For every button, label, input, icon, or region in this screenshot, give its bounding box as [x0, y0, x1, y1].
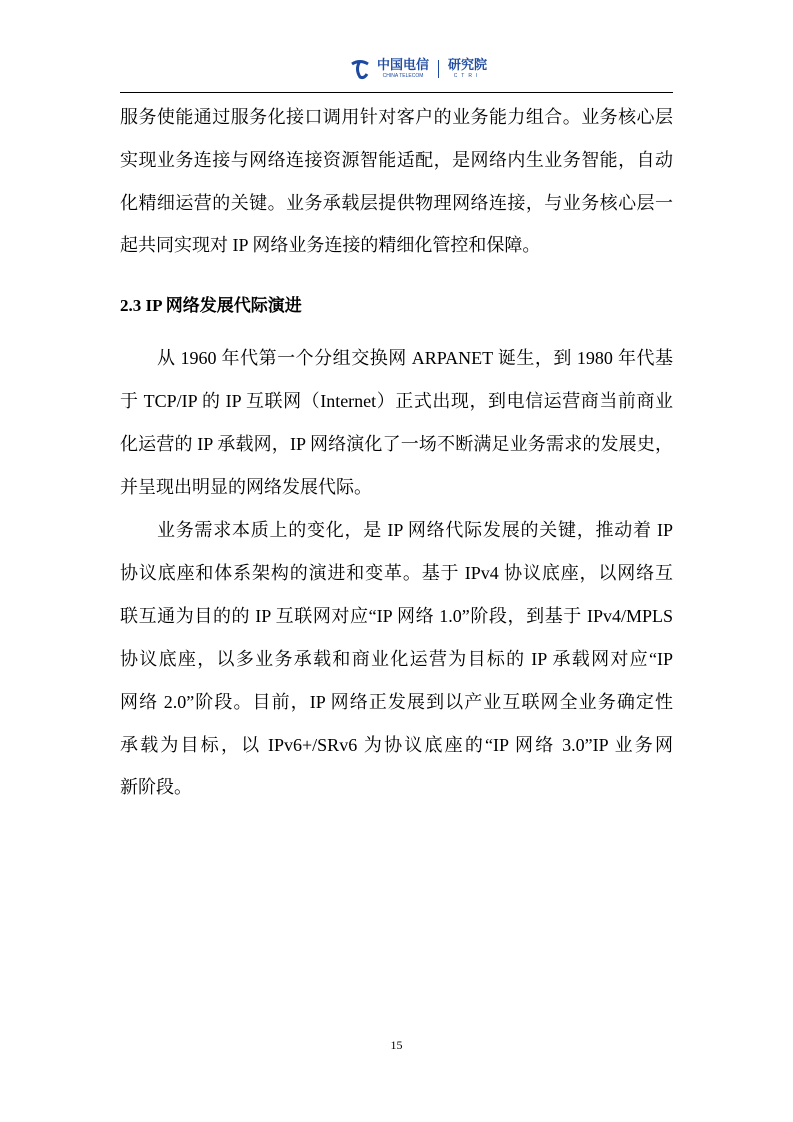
paragraph-1-line: 起共同实现对 IP 网络业务连接的精细化管控和保障。 [120, 235, 541, 255]
paragraph-3-line: 联互通为目的的 IP 互联网对应“IP 网络 1.0”阶段，到基于 IPv4/MPLS [120, 606, 673, 626]
paragraph-1-line: 实现业务连接与网络连接资源智能适配，是网络内生业务智能，自动 [120, 150, 673, 170]
institute-subtext: CTRI [453, 73, 482, 79]
paragraph-3-line: 业务需求本质上的变化，是 IP 网络代际发展的关键，推动着 IP [157, 520, 673, 540]
page-number: 15 [390, 1038, 403, 1052]
china-telecom-logo-icon [349, 58, 371, 80]
institute-name: 研究院 [448, 58, 488, 73]
china-telecom-logo [349, 58, 487, 80]
paragraph-2-line: 并呈现出明显的网络发展代际。 [120, 477, 372, 497]
logo-divider [438, 60, 439, 78]
logo-text: 中国电信 [377, 58, 430, 73]
paragraph-3-line: 协议底座和体系架构的演进和变革。基于 IPv4 协议底座，以网络互 [120, 563, 673, 583]
paragraph-3-line: 协议底座，以多业务承载和商业化运营为目标的 IP 承载网对应“IP [120, 649, 673, 669]
paragraph-1-line: 化精细运营的关键。业务承载层提供物理网络连接，与业务核心层一 [120, 193, 673, 213]
section-heading: 2.3 IP 网络发展代际演进 [120, 296, 302, 315]
paragraph-3-line: 网络 2.0”阶段。目前，IP 网络正发展到以产业互联网全业务确定性 [120, 692, 673, 712]
paragraph-3-line: 新阶段。 [120, 777, 192, 797]
paragraph-1-line: 服务使能通过服务化接口调用针对客户的业务能力组合。业务核心层 [120, 107, 673, 127]
page-header [120, 56, 673, 93]
paragraph-2-line: 于 TCP/IP 的 IP 互联网（Internet）正式出现，到电信运营商当前商业 [120, 391, 673, 411]
paragraph-2-line: 从 1960 年代第一个分组交换网 ARPANET 诞生，到 1980 年代基 [157, 348, 673, 368]
paragraph-3-line: 承载为目标，以 IPv6+/SRv6 为协议底座的“IP 网络 3.0”IP 业务网 [120, 735, 673, 755]
paragraph-2-line: 化运营的 IP 承载网，IP 网络演化了一场不断满足业务需求的发展史， [120, 434, 673, 454]
logo-subtext: CHINA TELECOM [382, 73, 424, 79]
